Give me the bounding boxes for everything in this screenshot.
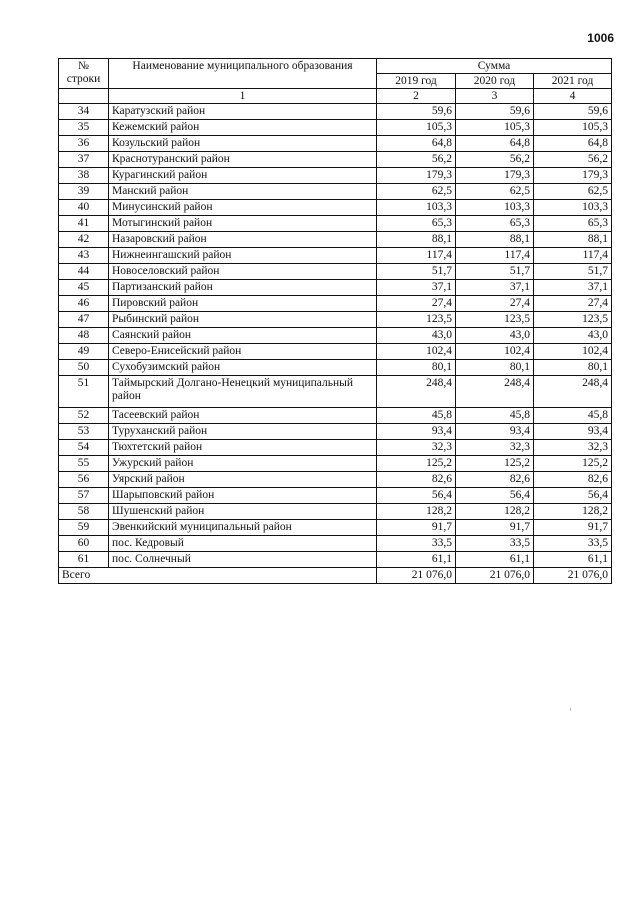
value-2019: 91,7 [377,520,456,536]
header-year-2020: 2020 год [456,74,534,89]
value-2021: 103,3 [534,200,612,216]
header-sum: Сумма [377,59,612,74]
table-row [59,104,612,120]
value-2020: 64,8 [456,136,534,152]
value-2021: 91,7 [534,520,612,536]
value-2019: 82,6 [377,472,456,488]
row-number: 45 [59,280,109,296]
value-2020: 80,1 [456,360,534,376]
table-row [59,344,612,360]
table-row [59,280,612,296]
row-number: 56 [59,472,109,488]
total-value-2020: 21 076,0 [456,568,534,584]
municipality-name: Туруханский район [109,424,377,440]
value-2020: 125,2 [456,456,534,472]
value-2019: 117,4 [377,248,456,264]
value-2021: 61,1 [534,552,612,568]
table-row [59,168,612,184]
value-2020: 248,4 [456,376,534,408]
value-2019: 93,4 [377,424,456,440]
value-2020: 56,2 [456,152,534,168]
value-2021: 37,1 [534,280,612,296]
table-row [59,376,612,408]
column-number-4: 4 [534,89,612,104]
value-2020: 61,1 [456,552,534,568]
table-row [59,248,612,264]
value-2020: 43,0 [456,328,534,344]
value-2019: 27,4 [377,296,456,312]
municipality-name: Мотыгинский район [109,216,377,232]
value-2020: 32,3 [456,440,534,456]
row-number: 57 [59,488,109,504]
municipality-name: Тасеевский район [109,408,377,424]
table-row [59,440,612,456]
value-2019: 103,3 [377,200,456,216]
value-2021: 102,4 [534,344,612,360]
value-2019: 80,1 [377,360,456,376]
value-2020: 128,2 [456,504,534,520]
municipality-name: Манский район [109,184,377,200]
value-2021: 248,4 [534,376,612,408]
row-number: 47 [59,312,109,328]
total-value-2019: 21 076,0 [377,568,456,584]
municipality-name: Шарыповский район [109,488,377,504]
municipality-name: Кежемский район [109,120,377,136]
value-2019: 33,5 [377,536,456,552]
value-2019: 51,7 [377,264,456,280]
value-2020: 179,3 [456,168,534,184]
column-number-empty [59,89,109,104]
value-2021: 33,5 [534,536,612,552]
table-row [59,296,612,312]
total-row [59,568,612,584]
value-2021: 43,0 [534,328,612,344]
value-2021: 125,2 [534,456,612,472]
table-row [59,456,612,472]
row-number: 50 [59,360,109,376]
column-number-2: 2 [377,89,456,104]
value-2019: 65,3 [377,216,456,232]
table-row [59,488,612,504]
row-number: 43 [59,248,109,264]
municipality-name: Каратузский район [109,104,377,120]
value-2021: 62,5 [534,184,612,200]
value-2019: 43,0 [377,328,456,344]
header-column-numbers [59,89,612,104]
page-number: 1006 [587,31,614,45]
row-number: 52 [59,408,109,424]
table-row [59,216,612,232]
municipality-name: Уярский район [109,472,377,488]
row-number: 48 [59,328,109,344]
municipality-name: Партизанский район [109,280,377,296]
row-number: 36 [59,136,109,152]
value-2020: 65,3 [456,216,534,232]
table-row [59,200,612,216]
municipality-name: Пировский район [109,296,377,312]
value-2021: 82,6 [534,472,612,488]
value-2020: 105,3 [456,120,534,136]
row-number: 38 [59,168,109,184]
value-2020: 88,1 [456,232,534,248]
value-2020: 33,5 [456,536,534,552]
header-year-2019: 2019 год [377,74,456,89]
row-number: 41 [59,216,109,232]
table-row [59,152,612,168]
header-row-top [59,59,612,74]
value-2019: 62,5 [377,184,456,200]
municipality-name: Козульский район [109,136,377,152]
table-row [59,360,612,376]
table-row [59,120,612,136]
table-row [59,184,612,200]
municipality-name: Сухобузимский район [109,360,377,376]
value-2019: 128,2 [377,504,456,520]
municipality-name: пос. Кедровый [109,536,377,552]
value-2020: 37,1 [456,280,534,296]
value-2019: 102,4 [377,344,456,360]
value-2019: 56,4 [377,488,456,504]
row-number: 49 [59,344,109,360]
value-2020: 91,7 [456,520,534,536]
value-2021: 123,5 [534,312,612,328]
value-2021: 128,2 [534,504,612,520]
row-number: 54 [59,440,109,456]
total-value-2021: 21 076,0 [534,568,612,584]
row-number: 34 [59,104,109,120]
table-row [59,520,612,536]
value-2019: 125,2 [377,456,456,472]
value-2021: 56,4 [534,488,612,504]
value-2021: 105,3 [534,120,612,136]
table-row [59,136,612,152]
table-row [59,264,612,280]
row-number: 37 [59,152,109,168]
value-2019: 61,1 [377,552,456,568]
value-2019: 88,1 [377,232,456,248]
value-2019: 64,8 [377,136,456,152]
header-municipality-name: Наименование муниципального образования [109,59,377,89]
value-2021: 88,1 [534,232,612,248]
value-2021: 32,3 [534,440,612,456]
value-2020: 82,6 [456,472,534,488]
row-number: 58 [59,504,109,520]
value-2021: 51,7 [534,264,612,280]
value-2021: 65,3 [534,216,612,232]
municipality-name: Новоселовский район [109,264,377,280]
municipality-name: Нижнеингашский район [109,248,377,264]
value-2020: 117,4 [456,248,534,264]
municipality-name: Таймырский Долгано-Ненецкий муниципальный район [109,376,377,408]
row-number: 39 [59,184,109,200]
value-2021: 80,1 [534,360,612,376]
row-number: 40 [59,200,109,216]
value-2021: 64,8 [534,136,612,152]
table-row [59,504,612,520]
value-2021: 45,8 [534,408,612,424]
row-number: 60 [59,536,109,552]
table-row [59,552,612,568]
table-row [59,232,612,248]
value-2021: 27,4 [534,296,612,312]
value-2019: 56,2 [377,152,456,168]
row-number: 44 [59,264,109,280]
value-2020: 93,4 [456,424,534,440]
table-row [59,328,612,344]
value-2019: 32,3 [377,440,456,456]
allocation-table [58,58,612,584]
row-number: 46 [59,296,109,312]
value-2021: 117,4 [534,248,612,264]
table-body [59,104,612,568]
row-number: 55 [59,456,109,472]
value-2020: 123,5 [456,312,534,328]
row-number: 53 [59,424,109,440]
value-2020: 45,8 [456,408,534,424]
row-number: 42 [59,232,109,248]
row-number: 59 [59,520,109,536]
value-2019: 123,5 [377,312,456,328]
municipality-name: Рыбинский район [109,312,377,328]
municipality-name: Шушенский район [109,504,377,520]
value-2021: 59,6 [534,104,612,120]
column-number-3: 3 [456,89,534,104]
row-number: 51 [59,376,109,408]
column-number-1: 1 [109,89,377,104]
table-row [59,424,612,440]
municipality-name: Эвенкийский муниципальный район [109,520,377,536]
table-row [59,408,612,424]
value-2019: 179,3 [377,168,456,184]
row-number: 35 [59,120,109,136]
municipality-name: Краснотуранский район [109,152,377,168]
value-2020: 27,4 [456,296,534,312]
header-year-2021: 2021 год [534,74,612,89]
table-row [59,472,612,488]
value-2020: 51,7 [456,264,534,280]
municipality-name: Северо-Енисейский район [109,344,377,360]
municipality-name: Тюхтетский район [109,440,377,456]
value-2019: 37,1 [377,280,456,296]
value-2020: 62,5 [456,184,534,200]
total-label: Всего [59,568,377,584]
municipality-name: Курагинский район [109,168,377,184]
value-2020: 59,6 [456,104,534,120]
value-2019: 248,4 [377,376,456,408]
header-row-number: № строки [59,59,109,89]
scan-mark [570,708,571,711]
value-2021: 56,2 [534,152,612,168]
value-2019: 105,3 [377,120,456,136]
municipality-name: Саянский район [109,328,377,344]
table-row [59,536,612,552]
value-2021: 93,4 [534,424,612,440]
row-number: 61 [59,552,109,568]
value-2021: 179,3 [534,168,612,184]
municipality-name: Ужурский район [109,456,377,472]
municipality-name: Назаровский район [109,232,377,248]
value-2020: 56,4 [456,488,534,504]
municipality-name: Минусинский район [109,200,377,216]
value-2019: 59,6 [377,104,456,120]
value-2020: 102,4 [456,344,534,360]
value-2020: 103,3 [456,200,534,216]
value-2019: 45,8 [377,408,456,424]
table-row [59,312,612,328]
municipality-name: пос. Солнечный [109,552,377,568]
